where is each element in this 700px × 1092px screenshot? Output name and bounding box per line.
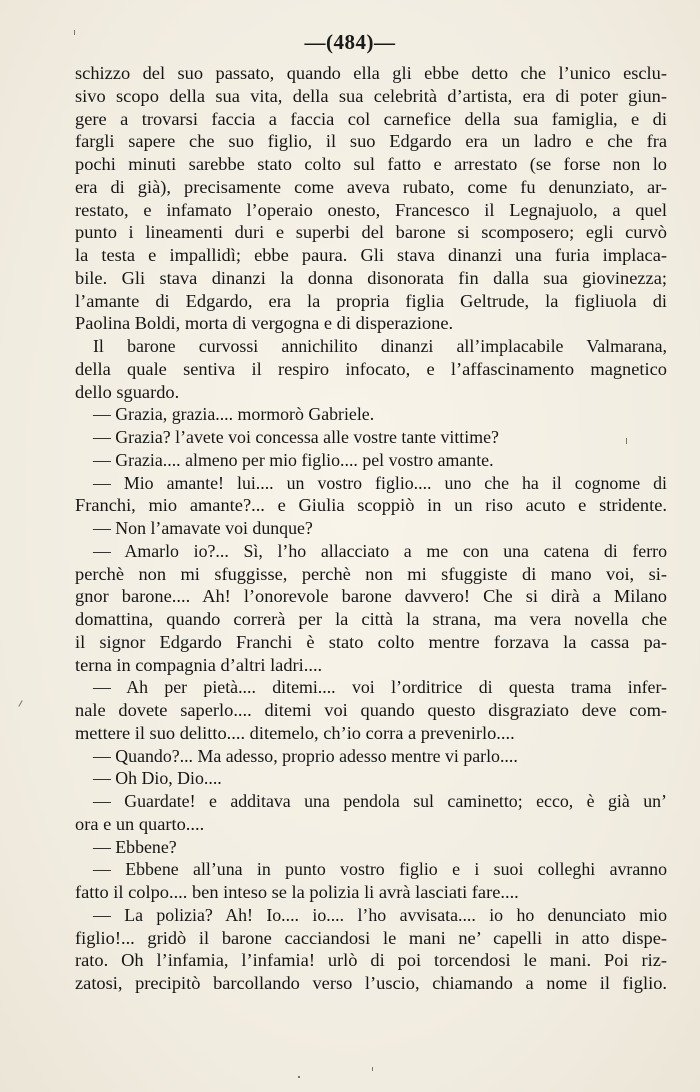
text-line: sivo scopo della sua vita, della sua celebrità d’artista, era di poter giun- [75, 85, 667, 106]
text-line: domattina, quando correrà per la città la strana, ma vera novella che [75, 609, 667, 629]
text-line: la testa e impallidì; ebbe paura. Gli stava dinanzi una furia implaca- [75, 245, 667, 265]
text-line: restato, e infamato l’operaio onesto, Francesco il Legnajuolo, a quel [75, 199, 667, 220]
text-line: Paolina Boldi, morta di vergogna e di disperazione. [75, 313, 454, 334]
text-line: — Non l’amavate voi dunque? [93, 518, 313, 538]
text-line: nale dovete saperlo.... ditemi voi quando questo disgraziato deve com- [75, 700, 667, 720]
text-line: gere a trovarsi faccia a faccia col carnefice della sua famiglia, e di [75, 108, 667, 129]
text-line: della quale sentiva il respiro infocato, e l’affascinamento magnetico [75, 358, 667, 379]
text-line: — Ebbene all’una in punto vostro figlio e i suoi colleghi avranno [93, 859, 667, 880]
text-line: fargli sapere che suo figlio, il suo Edgardo era un ladro e che fra [75, 131, 667, 152]
margin-speck [74, 30, 75, 35]
text-line: dello sguardo. [75, 381, 180, 402]
text-line: bile. Gli stava dinanzi la donna disonorata fin dalla sua giovinezza; [75, 267, 667, 288]
text-line: pochi minuti sarebbe stato colto sul fatto e arrestato (se forse non lo [75, 154, 667, 174]
margin-speck [298, 1076, 300, 1078]
text-line: — Grazia? l’avete voi concessa alle vostre tante vittime? [93, 427, 499, 447]
text-line: Franchi, mio amante?... e Giulia scoppiò in un riso acuto e stridente. [75, 495, 667, 516]
text-line: perchè non mi sfuggisse, perchè non mi sfuggiste di mano voi, si- [75, 563, 667, 584]
text-line: Il barone curvossi annichilito dinanzi all’implacabile Valmarana, [93, 336, 667, 356]
text-line: schizzo del suo passato, quando ella gli ebbe detto che l’unico esclu- [75, 63, 667, 83]
text-line: l’amante di Edgardo, era la propria figlia Geltrude, la figliuola di [75, 290, 667, 311]
text-line: terna in compagnia d’altri ladri.... [75, 654, 323, 675]
text-line: — Quando?... Ma adesso, proprio adesso mentre vi parlo.... [93, 745, 518, 766]
text-line: rato. Oh l’infamia, l’infamia! urlò di poi torcendosi le mani. Poi riz- [75, 950, 667, 971]
text-line: figlio!... gridò il barone cacciandosi le mani ne’ capelli in atto dispe- [75, 927, 667, 948]
text-line: — Oh Dio, Dio.... [93, 768, 222, 789]
text-line: — Mio amante! lui.... un vostro figlio.... uno che ha il cognome di [93, 472, 667, 493]
text-line: — Ah per pietà.... ditemi.... voi l’orditrice di questa trama infer- [93, 677, 667, 698]
margin-speck [18, 700, 22, 707]
text-line: ora e un quarto.... [75, 813, 205, 834]
text-line: — Grazia, grazia.... mormorò Gabriele. [93, 404, 375, 425]
text-line: — La polizia? Ah! Io.... io.... l’ho avvisata.... io ho denunciato mio [93, 904, 667, 925]
margin-speck [372, 1067, 373, 1071]
text-line: — Guardate! e additava una pendola sul caminetto; ecco, è già un’ [93, 791, 667, 811]
text-line: il signor Edgardo Franchi è stato colto mentre forzava la cassa pa- [75, 631, 667, 652]
page-text [75, 62, 667, 995]
text-line: punto i lineamenti duri e superbi del barone si scomposero; egli curvò [75, 222, 667, 243]
text-line: mettere il suo delitto.... ditemelo, ch’io corra a prevenirlo.... [75, 722, 515, 743]
page-number: —(484)— [304, 30, 396, 54]
text-line: — Ebbene? [93, 836, 177, 857]
text-line: era di già), precisamente come aveva rubato, come fu denunziato, ar- [75, 176, 667, 197]
text-line: zatosi, precipitò barcollando verso l’uscio, chiamando a nome il figlio. [75, 973, 667, 993]
text-line: — Grazia.... almeno per mio figlio.... pel vostro amante. [93, 449, 494, 470]
text-line: — Amarlo io?... Sì, l’ho allacciato a me con una catena di ferro [93, 540, 667, 561]
text-line: fatto il colpo.... ben inteso se la polizia li avrà lasciati fare.... [75, 882, 519, 902]
text-line: gnor barone.... Ah! l’onorevole barone davvero! Che si dirà a Milano [75, 586, 667, 607]
margin-speck [626, 438, 627, 444]
